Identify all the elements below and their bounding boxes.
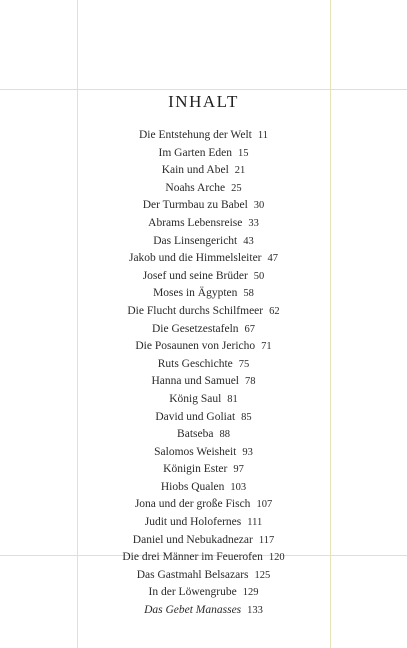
toc-entry-page-number: 107 <box>256 499 273 511</box>
toc-entry-title: Die Gesetzestafeln <box>151 322 239 335</box>
toc-entry-title: Jona und der große Fisch <box>134 498 251 511</box>
toc-entry[interactable] <box>0 602 407 620</box>
page-title: INHALT <box>168 92 239 111</box>
toc-entry-page-number: 58 <box>243 288 254 300</box>
toc-entry-title: König Saul <box>169 392 222 405</box>
toc-entry-page-number: 67 <box>244 323 256 335</box>
toc-entry-page-number: 81 <box>227 393 238 405</box>
toc-entry[interactable] <box>0 444 407 462</box>
guide-line-top <box>0 89 407 90</box>
toc-entry-page-number: 133 <box>247 605 263 617</box>
toc-entry[interactable] <box>0 549 407 567</box>
toc-entry[interactable] <box>0 215 407 233</box>
toc-entry-page-number: 111 <box>247 517 263 529</box>
toc-entry-title: Moses in Ägypten <box>153 287 238 300</box>
toc-entry[interactable] <box>0 250 407 268</box>
toc-entry-page-number: 85 <box>241 411 252 423</box>
toc-entry-title: Hanna und Samuel <box>151 375 239 388</box>
toc-entry-page-number: 15 <box>237 147 249 159</box>
toc-entry-page-number: 117 <box>258 534 275 546</box>
toc-entry-title: Josef und seine Brüder <box>142 269 248 282</box>
toc-entry-page-number: 88 <box>219 429 230 441</box>
toc-entry[interactable] <box>0 567 407 585</box>
toc-entry-title: Das Gastmahl Belsazars <box>136 568 249 581</box>
toc-entry-page-number: 71 <box>261 341 272 353</box>
toc-entry-page-number: 93 <box>242 446 253 458</box>
toc-entry[interactable] <box>0 321 407 339</box>
toc-entry[interactable] <box>0 303 407 321</box>
toc-entry-title: David und Goliat <box>155 410 236 423</box>
toc-entry[interactable] <box>0 426 407 444</box>
toc-entry[interactable] <box>0 409 407 427</box>
toc-entry-title: Der Turmbau zu Babel <box>142 199 248 212</box>
toc-entry[interactable] <box>0 162 407 180</box>
toc-entry[interactable] <box>0 479 407 497</box>
toc-entry[interactable] <box>0 584 407 602</box>
toc-entry-title: Die Flucht durchs Schilfmeer <box>127 304 264 317</box>
toc-entry-title: Salomos Weisheit <box>154 445 237 458</box>
toc-entry[interactable] <box>0 514 407 532</box>
toc-entry[interactable] <box>0 461 407 479</box>
toc-entry-page-number: 30 <box>253 200 265 212</box>
toc-entry-title: Königin Ester <box>163 463 228 476</box>
toc-entry[interactable] <box>0 285 407 303</box>
toc-entry-page-number: 21 <box>234 165 246 177</box>
toc-entry[interactable] <box>0 268 407 286</box>
toc-entry-page-number: 33 <box>248 217 259 229</box>
toc-entry-title: Noahs Arche <box>165 181 226 194</box>
toc-entry-title: In der Löwengrube <box>148 586 237 599</box>
toc-entry[interactable] <box>0 356 407 374</box>
toc-entry-page-number: 47 <box>267 253 279 265</box>
toc-entry-page-number: 11 <box>257 130 268 141</box>
toc-entry-title: Jakob und die Himmelsleiter <box>128 252 262 265</box>
toc-entry-page-number: 129 <box>242 587 259 599</box>
table-of-contents <box>0 127 407 620</box>
toc-entry-title: Daniel und Nebukadnezar <box>132 533 253 546</box>
toc-entry-page-number: 50 <box>253 270 265 282</box>
toc-entry-title: Das Gebet Manasses <box>144 604 242 617</box>
toc-entry[interactable] <box>0 233 407 251</box>
toc-entry[interactable] <box>0 532 407 550</box>
toc-entry-page-number: 97 <box>233 464 244 476</box>
toc-entry-title: Das Linsengericht <box>153 234 238 247</box>
toc-entry-page-number: 120 <box>268 552 285 564</box>
toc-entry-page-number: 78 <box>245 376 256 388</box>
toc-entry-page-number: 103 <box>230 481 247 493</box>
toc-entry[interactable] <box>0 373 407 391</box>
toc-entry[interactable] <box>0 127 407 145</box>
toc-entry-title: Kain und Abel <box>161 164 229 177</box>
toc-entry-title: Im Garten Eden <box>158 146 232 159</box>
toc-entry-page-number: 43 <box>243 235 254 247</box>
toc-entry-title: Die drei Männer im Feuerofen <box>122 551 263 564</box>
toc-entry-title: Judit und Holofernes <box>144 516 242 529</box>
toc-entry-page-number: 75 <box>238 358 250 370</box>
toc-entry-title: Die Entstehung der Welt <box>138 129 252 141</box>
toc-entry-title: Ruts Geschichte <box>157 357 233 370</box>
toc-entry-title: Die Posaunen von Jericho <box>135 340 256 353</box>
toc-entry[interactable] <box>0 391 407 409</box>
toc-entry-title: Hiobs Qualen <box>160 480 225 493</box>
toc-entry-title: Abrams Lebensreise <box>148 216 243 229</box>
toc-entry[interactable] <box>0 145 407 163</box>
toc-entry[interactable] <box>0 197 407 215</box>
toc-entry[interactable] <box>0 180 407 198</box>
toc-entry[interactable] <box>0 338 407 356</box>
toc-entry[interactable] <box>0 496 407 514</box>
toc-entry-page-number: 125 <box>254 569 271 581</box>
toc-entry-page-number: 62 <box>269 305 280 317</box>
toc-entry-page-number: 25 <box>231 182 242 194</box>
toc-entry-title: Batseba <box>177 428 214 441</box>
